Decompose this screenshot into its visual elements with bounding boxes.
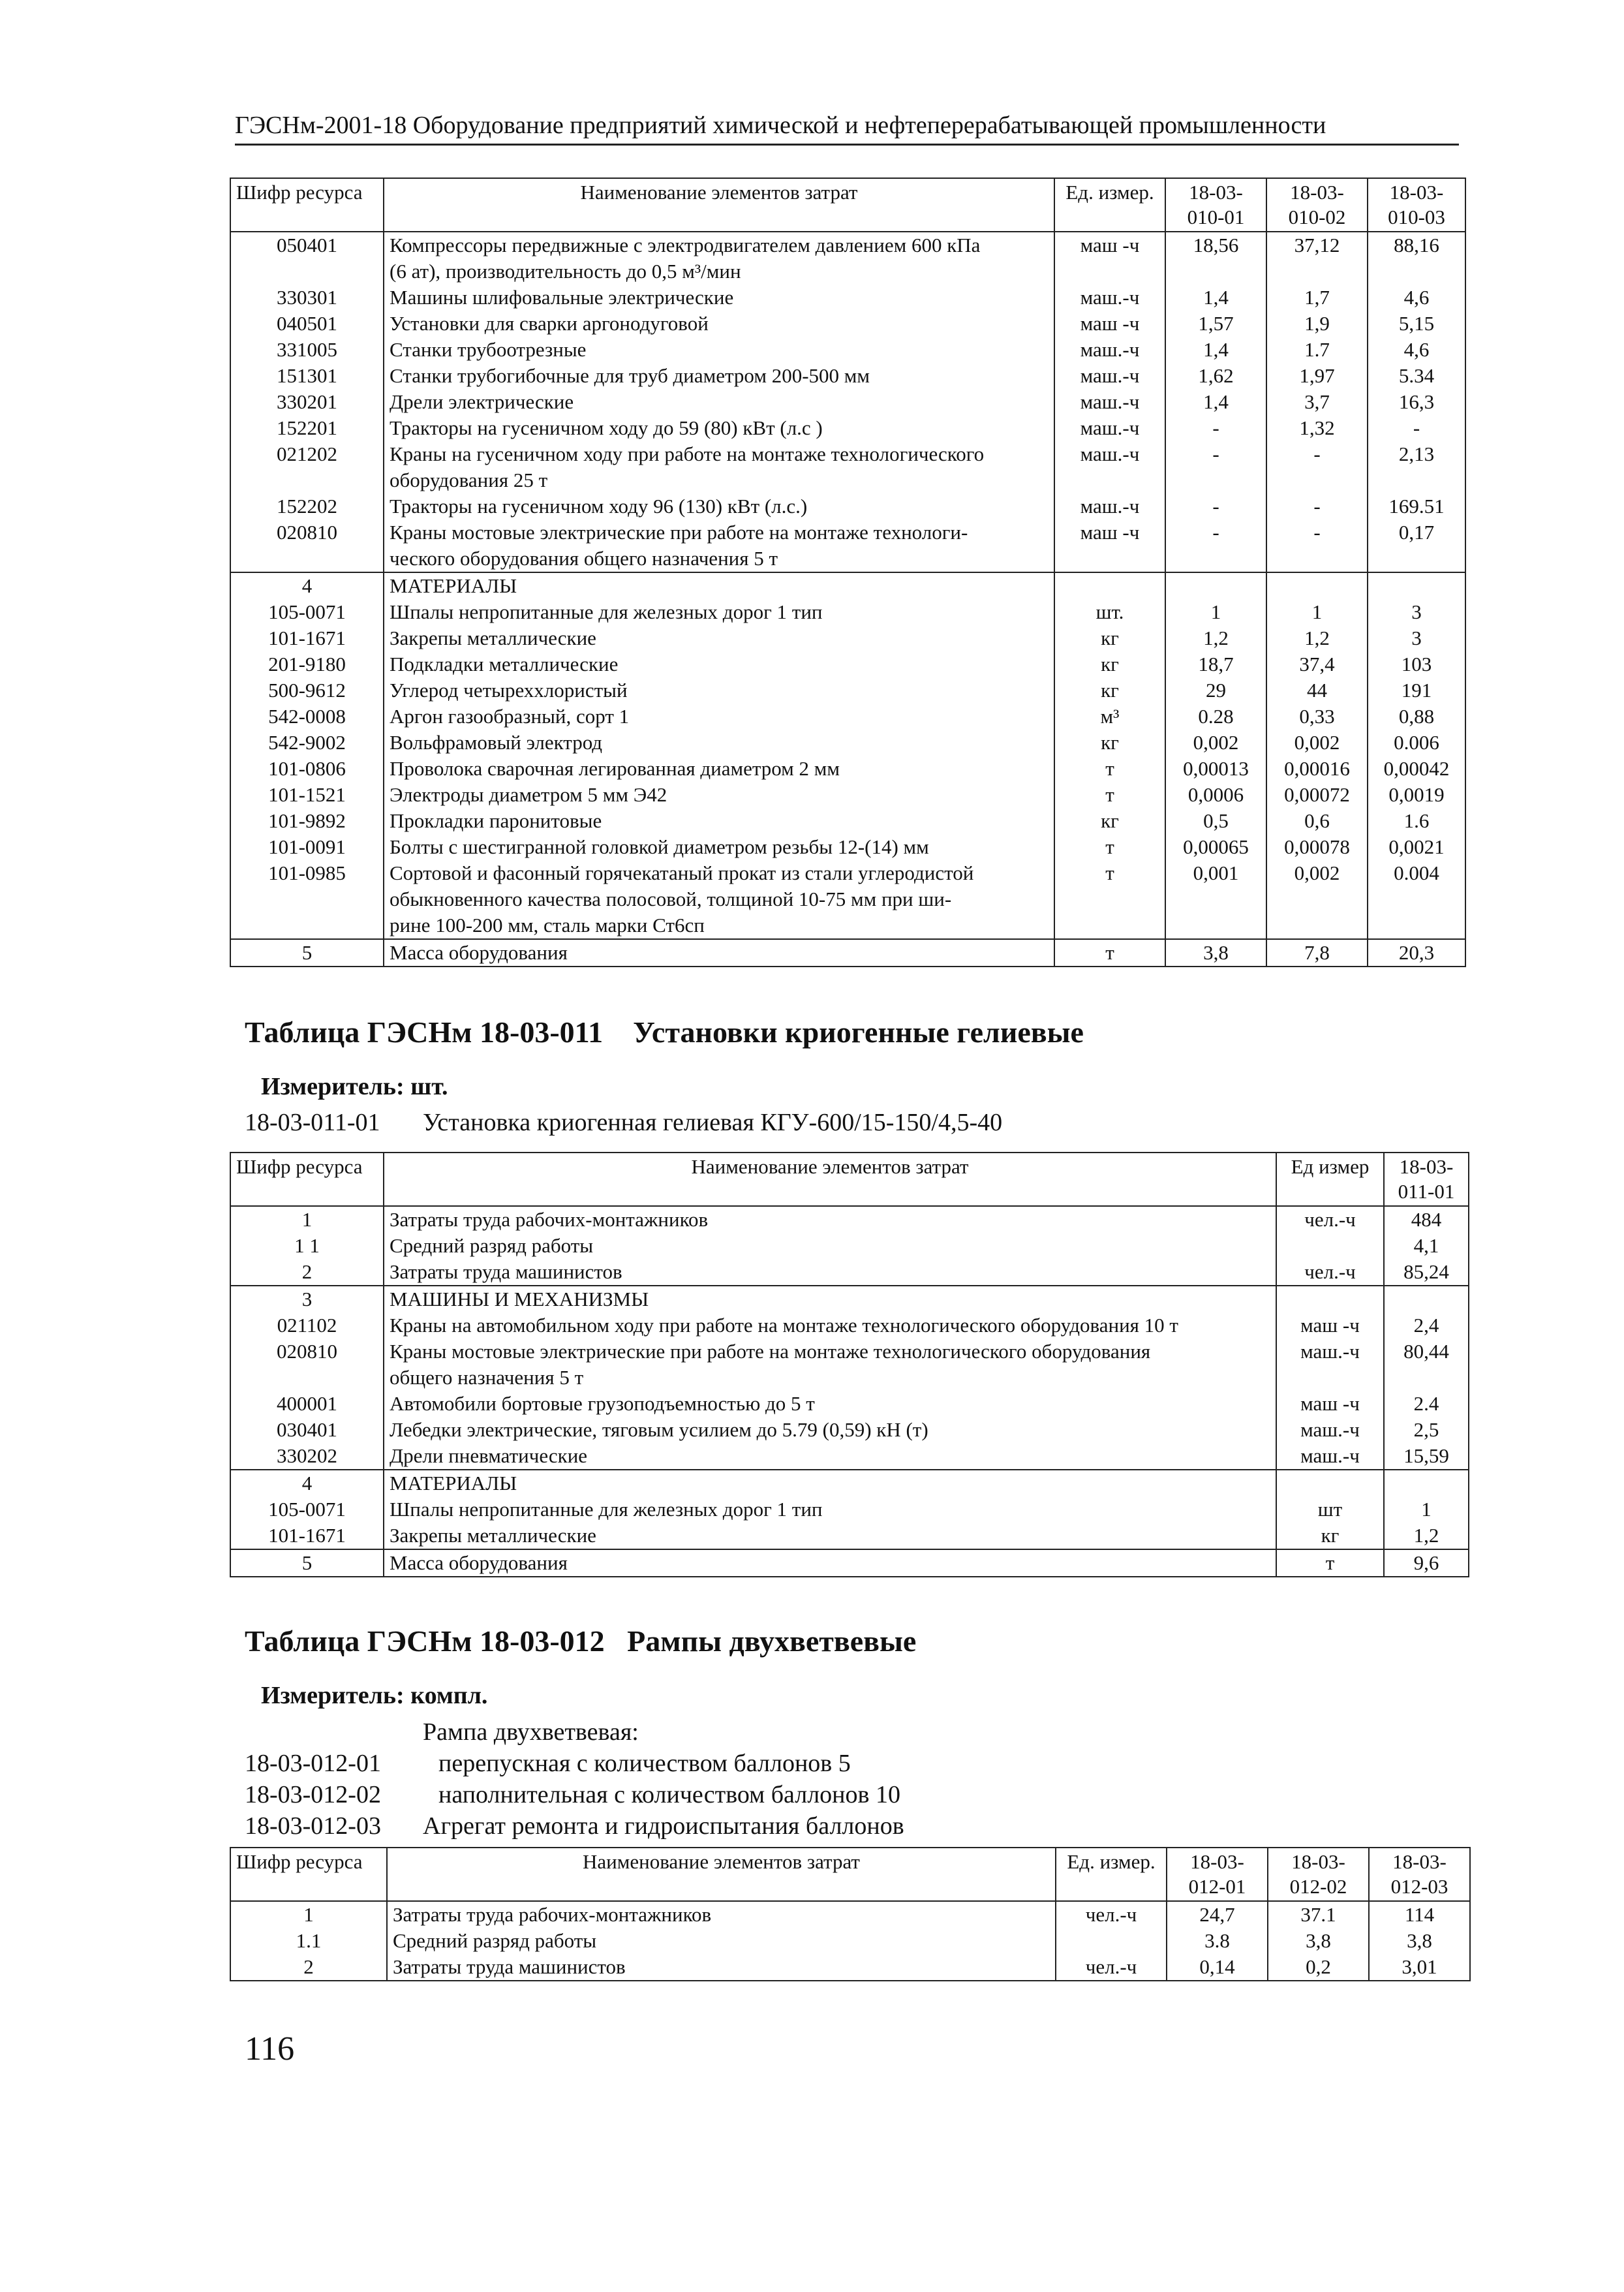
- cell-norm-value-1: 1,57: [1165, 311, 1266, 337]
- cell-unit: [1276, 1286, 1384, 1312]
- cell-norm-value-3: 0,88: [1368, 704, 1465, 730]
- cell-norm-value-2: 1,7: [1266, 285, 1368, 311]
- cell-resource-code: 105-0071: [230, 1496, 384, 1523]
- cell-unit: кг: [1276, 1523, 1384, 1549]
- cell-norm-value-1: 484: [1384, 1206, 1469, 1233]
- col-header-norm-1: 18-03- 012-01: [1167, 1848, 1268, 1901]
- cell-unit: т: [1054, 756, 1165, 782]
- table-row: [230, 756, 1465, 782]
- cell-cost-element: Установки для сварки аргонодуговой: [384, 311, 1054, 337]
- cell-unit: кг: [1054, 625, 1165, 651]
- table-row: [230, 677, 1465, 704]
- cell-cost-element: Краны на гусеничном ходу при работе на монтаже технологического оборудования 25 т: [384, 441, 1054, 493]
- page-number: 116: [245, 2030, 295, 2067]
- section-row: [230, 939, 1465, 967]
- resource-table-18-03-011: [230, 1152, 1469, 1577]
- cell-unit: т: [1054, 860, 1165, 939]
- table-row: [230, 1339, 1469, 1391]
- table-row: [230, 232, 1465, 285]
- table-row: [230, 337, 1465, 363]
- cell-norm-value-1: 0,0006: [1165, 782, 1266, 808]
- table-row: [230, 730, 1465, 756]
- cell-norm-value-2: -: [1266, 519, 1368, 572]
- cell-cost-element: Компрессоры передвижные с электродвигателем давлением 600 кПа (6 ат), производительность до 0,5 м³/мин: [384, 232, 1054, 285]
- cell-resource-code: 101-1671: [230, 1523, 384, 1549]
- cell-cost-element: Подкладки металлические: [384, 651, 1054, 677]
- cell-cost-element: Вольфрамовый электрод: [384, 730, 1054, 756]
- cell-norm-value-1: 15,59: [1384, 1443, 1469, 1470]
- cell-resource-code: 5: [230, 1549, 384, 1577]
- col-header-norm-2: 18-03- 010-02: [1266, 178, 1368, 232]
- cell-norm-value-3: 114: [1369, 1901, 1470, 1928]
- cell-norm-value-2: 37,4: [1266, 651, 1368, 677]
- cell-norm-value-3: 20,3: [1368, 939, 1465, 967]
- col-header-unit: Ед. измер.: [1054, 178, 1165, 232]
- cell-norm-value-2: 1: [1266, 599, 1368, 625]
- resource-table-18-03-010: [230, 178, 1466, 967]
- table-row: [230, 1206, 1469, 1233]
- cell-cost-element: Краны на автомобильном ходу при работе на монтаже технологического оборудования 10 т: [384, 1312, 1276, 1339]
- cell-norm-value-1: 24,7: [1167, 1901, 1268, 1928]
- cell-cost-element: Дрели электрические: [384, 389, 1054, 415]
- col-header-unit: Ед. измер.: [1056, 1848, 1167, 1901]
- cell-norm-value-2: 0,002: [1266, 860, 1368, 939]
- cell-unit: маш.-ч: [1054, 441, 1165, 493]
- table-row: [230, 1417, 1469, 1443]
- section-row: [230, 1549, 1469, 1577]
- cell-resource-code: 330202: [230, 1443, 384, 1470]
- cell-cost-element: Затраты труда рабочих-монтажников: [384, 1206, 1276, 1233]
- cell-cost-element: Тракторы на гусеничном ходу до 59 (80) кВт (л.с ): [384, 415, 1054, 441]
- cell-unit: маш.-ч: [1054, 363, 1165, 389]
- cell-resource-code: 021202: [230, 441, 384, 493]
- cell-cost-element: Болты с шестигранной головкой диаметром резьбы 12-(14) мм: [384, 834, 1054, 860]
- cell-cost-element: Электроды диаметром 5 мм Э42: [384, 782, 1054, 808]
- cell-norm-value-1: 2,4: [1384, 1312, 1469, 1339]
- section-row: [230, 572, 1465, 599]
- cell-unit: м³: [1054, 704, 1165, 730]
- cell-resource-code: 030401: [230, 1417, 384, 1443]
- cell-resource-code: 020810: [230, 519, 384, 572]
- cell-norm-value-1: [1384, 1286, 1469, 1312]
- table-row: [230, 389, 1465, 415]
- norm-code: 18-03-012-01: [245, 1750, 381, 1777]
- cell-cost-element: Шпалы непропитанные для железных дорог 1 тип: [384, 1496, 1276, 1523]
- cell-norm-value-2: 0,00078: [1266, 834, 1368, 860]
- cell-norm-value-1: 2,5: [1384, 1417, 1469, 1443]
- table-header-row: [230, 1848, 1470, 1901]
- cell-unit: т: [1054, 782, 1165, 808]
- cell-norm-value-2: 1,9: [1266, 311, 1368, 337]
- cell-norm-value-1: 0,002: [1165, 730, 1266, 756]
- cell-unit: маш -ч: [1054, 311, 1165, 337]
- table-row: [230, 1523, 1469, 1549]
- running-header: ГЭСНм-2001-18 Оборудование предприятий химической и нефтеперерабатывающей промышленности: [235, 110, 1459, 146]
- cell-norm-value-3: -: [1368, 415, 1465, 441]
- cell-unit: маш -ч: [1054, 519, 1165, 572]
- cell-norm-value-1: 0,001: [1165, 860, 1266, 939]
- cell-norm-value-3: 5,15: [1368, 311, 1465, 337]
- cell-unit: [1056, 1928, 1167, 1954]
- cell-resource-code: 101-1671: [230, 625, 384, 651]
- cell-norm-value-1: 9,6: [1384, 1549, 1469, 1577]
- cell-cost-element: Аргон газообразный, сорт 1: [384, 704, 1054, 730]
- cell-norm-value-1: [1384, 1470, 1469, 1496]
- cell-norm-value-3: 5.34: [1368, 363, 1465, 389]
- cell-unit: маш.-ч: [1276, 1339, 1384, 1391]
- measure-unit-18-03-012: Измеритель: компл.: [261, 1682, 488, 1709]
- cell-unit: маш.-ч: [1054, 285, 1165, 311]
- cell-unit: маш.-ч: [1276, 1417, 1384, 1443]
- norm-description: Установка криогенная гелиевая КГУ-600/15-150/4,5-40: [423, 1109, 1003, 1136]
- table-row: [230, 651, 1465, 677]
- cell-unit: маш.-ч: [1054, 337, 1165, 363]
- cell-cost-element: Лебедки электрические, тяговым усилием до 5.79 (0,59) кН (т): [384, 1417, 1276, 1443]
- cell-cost-element: МАШИНЫ И МЕХАНИЗМЫ: [384, 1286, 1276, 1312]
- cell-norm-value-1: -: [1165, 519, 1266, 572]
- cell-cost-element: Масса оборудования: [384, 939, 1054, 967]
- cell-unit: [1276, 1470, 1384, 1496]
- cell-cost-element: Масса оборудования: [384, 1549, 1276, 1577]
- cell-norm-value-3: 3: [1368, 599, 1465, 625]
- cell-unit: [1276, 1233, 1384, 1259]
- cell-norm-value-2: -: [1266, 493, 1368, 519]
- cell-unit: т: [1276, 1549, 1384, 1577]
- cell-norm-value-1: 29: [1165, 677, 1266, 704]
- cell-norm-value-3: 0,0021: [1368, 834, 1465, 860]
- table-row: [230, 415, 1465, 441]
- col-header-name: Наименование элементов затрат: [387, 1848, 1056, 1901]
- cell-norm-value-1: 1,62: [1165, 363, 1266, 389]
- table-row: [230, 808, 1465, 834]
- cell-norm-value-1: 2.4: [1384, 1391, 1469, 1417]
- measure-unit-18-03-011: Измеритель: шт.: [261, 1073, 448, 1100]
- norm-description: перепускная с количеством баллонов 5: [438, 1750, 851, 1777]
- cell-cost-element: Станки трубоотрезные: [384, 337, 1054, 363]
- cell-norm-value-1: -: [1165, 441, 1266, 493]
- cell-norm-value-2: 37,12: [1266, 232, 1368, 285]
- cell-unit: т: [1054, 834, 1165, 860]
- table-row: [230, 1233, 1469, 1259]
- table-row: [230, 1901, 1470, 1928]
- table-row: [230, 1391, 1469, 1417]
- cell-norm-value-2: -: [1266, 441, 1368, 493]
- cell-resource-code: 1 1: [230, 1233, 384, 1259]
- cell-resource-code: 400001: [230, 1391, 384, 1417]
- table-row: [230, 441, 1465, 493]
- cell-unit: кг: [1054, 677, 1165, 704]
- cell-norm-value-1: 0,00065: [1165, 834, 1266, 860]
- cell-unit: кг: [1054, 808, 1165, 834]
- cell-norm-value-3: 1.6: [1368, 808, 1465, 834]
- cell-resource-code: 1: [230, 1901, 387, 1928]
- cell-norm-value-3: 3: [1368, 625, 1465, 651]
- cell-norm-value-1: 0,14: [1167, 1954, 1268, 1981]
- cell-resource-code: 4: [230, 1470, 384, 1496]
- cell-norm-value-3: 4,6: [1368, 337, 1465, 363]
- cell-resource-code: 101-0806: [230, 756, 384, 782]
- table-row: [230, 704, 1465, 730]
- cell-norm-value-1: -: [1165, 415, 1266, 441]
- cell-resource-code: 105-0071: [230, 599, 384, 625]
- cell-unit: маш -ч: [1054, 232, 1165, 285]
- col-header-name: Наименование элементов затрат: [384, 178, 1054, 232]
- cell-norm-value-2: 44: [1266, 677, 1368, 704]
- cell-norm-value-3: 0,0019: [1368, 782, 1465, 808]
- norm-code: 18-03-012-03: [245, 1812, 381, 1840]
- cell-norm-value-2: [1266, 572, 1368, 599]
- cell-norm-value-3: [1368, 572, 1465, 599]
- norm-description: Агрегат ремонта и гидроиспытания баллонов: [423, 1812, 904, 1840]
- table-row: [230, 493, 1465, 519]
- cell-resource-code: 4: [230, 572, 384, 599]
- cell-norm-value-3: 2,13: [1368, 441, 1465, 493]
- cell-norm-value-1: 0.28: [1165, 704, 1266, 730]
- cell-unit: маш -ч: [1276, 1391, 1384, 1417]
- cell-cost-element: Затраты труда машинистов: [384, 1259, 1276, 1286]
- cell-cost-element: Затраты труда машинистов: [387, 1954, 1056, 1981]
- cell-norm-value-3: 0.004: [1368, 860, 1465, 939]
- table-row: [230, 1259, 1469, 1286]
- cell-norm-value-2: 0,6: [1266, 808, 1368, 834]
- table-row: [230, 1928, 1470, 1954]
- cell-cost-element: Автомобили бортовые грузоподъемностью до 5 т: [384, 1391, 1276, 1417]
- cell-resource-code: 2: [230, 1259, 384, 1286]
- cell-norm-value-3: 169.51: [1368, 493, 1465, 519]
- cell-cost-element: Краны мостовые электрические при работе на монтаже технологи- ческого оборудования общего назначения 5 т: [384, 519, 1054, 572]
- section-title-18-03-012: Таблица ГЭСНм 18-03-012 Рампы двухветвевые: [245, 1624, 917, 1658]
- cell-norm-value-3: 3,8: [1369, 1928, 1470, 1954]
- cell-norm-value-1: 18,56: [1165, 232, 1266, 285]
- cell-cost-element: Закрепы металлические: [384, 625, 1054, 651]
- resource-table-18-03-012: [230, 1847, 1471, 1981]
- cell-norm-value-1: 1: [1384, 1496, 1469, 1523]
- cell-resource-code: 542-0008: [230, 704, 384, 730]
- cell-unit: кг: [1054, 651, 1165, 677]
- col-header-code: Шифр ресурса: [230, 1153, 384, 1206]
- cell-unit: маш.-ч: [1054, 415, 1165, 441]
- table-header-row: [230, 1153, 1469, 1206]
- cell-resource-code: 040501: [230, 311, 384, 337]
- table-row: [230, 625, 1465, 651]
- cell-norm-value-1: 1,4: [1165, 337, 1266, 363]
- cell-resource-code: 050401: [230, 232, 384, 285]
- cell-norm-value-2: 1,2: [1266, 625, 1368, 651]
- norm-description: наполнительная с количеством баллонов 10: [438, 1781, 900, 1808]
- cell-resource-code: 3: [230, 1286, 384, 1312]
- cell-resource-code: 151301: [230, 363, 384, 389]
- cell-cost-element: Станки трубогибочные для труб диаметром 200-500 мм: [384, 363, 1054, 389]
- cell-cost-element: Тракторы на гусеничном ходу 96 (130) кВт (л.с.): [384, 493, 1054, 519]
- cell-norm-value-1: 4,1: [1384, 1233, 1469, 1259]
- cell-cost-element: Дрели пневматические: [384, 1443, 1276, 1470]
- col-header-norm-3: 18-03- 012-03: [1369, 1848, 1470, 1901]
- cell-unit: чел.-ч: [1276, 1206, 1384, 1233]
- cell-norm-value-3: 3,01: [1369, 1954, 1470, 1981]
- cell-resource-code: 542-9002: [230, 730, 384, 756]
- table-row: [230, 860, 1465, 939]
- col-header-norm-2: 18-03- 012-02: [1268, 1848, 1369, 1901]
- cell-norm-value-3: 0.006: [1368, 730, 1465, 756]
- cell-norm-value-1: 85,24: [1384, 1259, 1469, 1286]
- col-header-code: Шифр ресурса: [230, 1848, 387, 1901]
- cell-cost-element: Краны мостовые электрические при работе на монтаже технологического оборудования общего назначения 5 т: [384, 1339, 1276, 1391]
- section-row: [230, 1286, 1469, 1312]
- cell-resource-code: 331005: [230, 337, 384, 363]
- col-header-code: Шифр ресурса: [230, 178, 384, 232]
- table-row: [230, 285, 1465, 311]
- cell-cost-element: Сортовой и фасонный горячекатаный прокат из стали углеродистой обыкновенного качества полосовой, толщиной 10-75 мм при ши- рине 100-200 мм, сталь марки Ст6сп: [384, 860, 1054, 939]
- cell-norm-value-1: 0,00013: [1165, 756, 1266, 782]
- cell-norm-value-2: 3,8: [1268, 1928, 1369, 1954]
- cell-unit: шт.: [1054, 599, 1165, 625]
- cell-norm-value-2: 0,33: [1266, 704, 1368, 730]
- col-header-norm-3: 18-03- 010-03: [1368, 178, 1465, 232]
- cell-resource-code: 152201: [230, 415, 384, 441]
- cell-cost-element: Проволока сварочная легированная диаметром 2 мм: [384, 756, 1054, 782]
- cell-norm-value-1: 1,4: [1165, 285, 1266, 311]
- cell-resource-code: 5: [230, 939, 384, 967]
- cell-resource-code: 101-1521: [230, 782, 384, 808]
- cell-norm-value-2: 1,97: [1266, 363, 1368, 389]
- cell-norm-value-3: 0,17: [1368, 519, 1465, 572]
- cell-resource-code: 101-0985: [230, 860, 384, 939]
- norm-group-label: Рампа двухветвевая:: [423, 1718, 639, 1746]
- cell-resource-code: 1: [230, 1206, 384, 1233]
- cell-resource-code: 021102: [230, 1312, 384, 1339]
- cell-norm-value-2: 1.7: [1266, 337, 1368, 363]
- table-row: [230, 599, 1465, 625]
- cell-norm-value-1: 1,2: [1165, 625, 1266, 651]
- cell-resource-code: 330301: [230, 285, 384, 311]
- cell-norm-value-2: 0,002: [1266, 730, 1368, 756]
- cell-unit: [1054, 572, 1165, 599]
- table-row: [230, 1496, 1469, 1523]
- norm-code: 18-03-011-01: [245, 1109, 380, 1136]
- col-header-norm-1: 18-03- 011-01: [1384, 1153, 1469, 1206]
- cell-norm-value-1: 1,4: [1165, 389, 1266, 415]
- section-title-18-03-011: Таблица ГЭСНм 18-03-011 Установки криогенные гелиевые: [245, 1015, 1084, 1049]
- cell-norm-value-3: 4,6: [1368, 285, 1465, 311]
- table-row: [230, 519, 1465, 572]
- cell-cost-element: Затраты труда рабочих-монтажников: [387, 1901, 1056, 1928]
- cell-norm-value-1: 80,44: [1384, 1339, 1469, 1391]
- norm-code: 18-03-012-02: [245, 1781, 381, 1808]
- cell-cost-element: Закрепы металлические: [384, 1523, 1276, 1549]
- cell-norm-value-2: 1,32: [1266, 415, 1368, 441]
- cell-unit: маш.-ч: [1054, 493, 1165, 519]
- cell-norm-value-2: 37.1: [1268, 1901, 1369, 1928]
- cell-cost-element: Шпалы непропитанные для железных дорог 1 тип: [384, 599, 1054, 625]
- cell-norm-value-3: 191: [1368, 677, 1465, 704]
- cell-norm-value-1: 3,8: [1165, 939, 1266, 967]
- cell-norm-value-2: 3,7: [1266, 389, 1368, 415]
- cell-cost-element: Машины шлифовальные электрические: [384, 285, 1054, 311]
- cell-cost-element: МАТЕРИАЛЫ: [384, 572, 1054, 599]
- cell-resource-code: 020810: [230, 1339, 384, 1391]
- cell-resource-code: 500-9612: [230, 677, 384, 704]
- col-header-norm-1: 18-03- 010-01: [1165, 178, 1266, 232]
- cell-resource-code: 330201: [230, 389, 384, 415]
- cell-norm-value-2: 7,8: [1266, 939, 1368, 967]
- cell-norm-value-1: [1165, 572, 1266, 599]
- cell-unit: маш -ч: [1276, 1312, 1384, 1339]
- cell-norm-value-2: 0,00072: [1266, 782, 1368, 808]
- cell-norm-value-1: 1,2: [1384, 1523, 1469, 1549]
- table-row: [230, 782, 1465, 808]
- cell-norm-value-1: 3.8: [1167, 1928, 1268, 1954]
- col-header-name: Наименование элементов затрат: [384, 1153, 1276, 1206]
- cell-norm-value-3: 16,3: [1368, 389, 1465, 415]
- table-row: [230, 311, 1465, 337]
- col-header-unit: Ед измер: [1276, 1153, 1384, 1206]
- cell-cost-element: МАТЕРИАЛЫ: [384, 1470, 1276, 1496]
- cell-resource-code: 101-0091: [230, 834, 384, 860]
- cell-unit: маш.-ч: [1276, 1443, 1384, 1470]
- cell-cost-element: Средний разряд работы: [387, 1928, 1056, 1954]
- cell-cost-element: Углерод четыреххлористый: [384, 677, 1054, 704]
- cell-resource-code: 201-9180: [230, 651, 384, 677]
- cell-unit: чел.-ч: [1056, 1901, 1167, 1928]
- table-row: [230, 834, 1465, 860]
- cell-resource-code: 101-9892: [230, 808, 384, 834]
- cell-unit: шт: [1276, 1496, 1384, 1523]
- cell-unit: чел.-ч: [1056, 1954, 1167, 1981]
- table-header-row: [230, 178, 1465, 232]
- cell-resource-code: 1.1: [230, 1928, 387, 1954]
- cell-norm-value-1: 1: [1165, 599, 1266, 625]
- cell-cost-element: Прокладки паронитовые: [384, 808, 1054, 834]
- cell-unit: кг: [1054, 730, 1165, 756]
- cell-norm-value-1: 18,7: [1165, 651, 1266, 677]
- cell-norm-value-1: 0,5: [1165, 808, 1266, 834]
- cell-norm-value-2: 0,2: [1268, 1954, 1369, 1981]
- cell-resource-code: 2: [230, 1954, 387, 1981]
- cell-resource-code: 152202: [230, 493, 384, 519]
- cell-norm-value-1: -: [1165, 493, 1266, 519]
- cell-unit: маш.-ч: [1054, 389, 1165, 415]
- cell-unit: т: [1054, 939, 1165, 967]
- cell-norm-value-3: 0,00042: [1368, 756, 1465, 782]
- cell-norm-value-3: 103: [1368, 651, 1465, 677]
- table-row: [230, 1312, 1469, 1339]
- section-row: [230, 1470, 1469, 1496]
- table-row: [230, 1443, 1469, 1470]
- cell-cost-element: Средний разряд работы: [384, 1233, 1276, 1259]
- cell-norm-value-3: 88,16: [1368, 232, 1465, 285]
- table-row: [230, 363, 1465, 389]
- cell-unit: чел.-ч: [1276, 1259, 1384, 1286]
- cell-norm-value-2: 0,00016: [1266, 756, 1368, 782]
- table-row: [230, 1954, 1470, 1981]
